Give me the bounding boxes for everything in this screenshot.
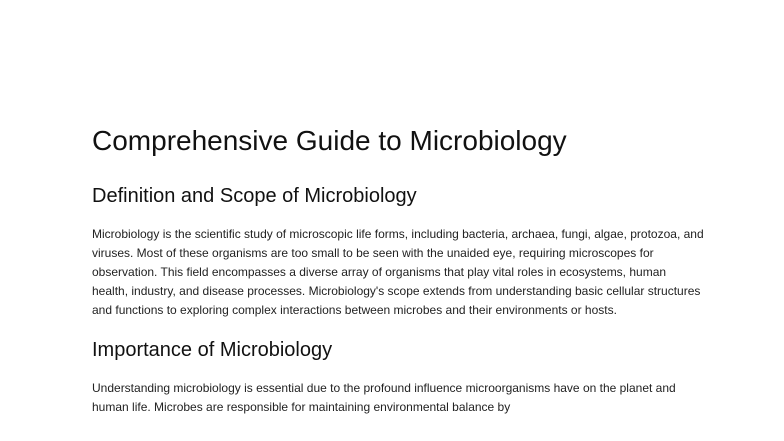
section-paragraph-definition-scope: Microbiology is the scientific study of microscopic life forms, including bacteria, archaea, fungi, algae, protozoa, and viruses. Most of these organisms are too small to be seen with the unaided eye, requiring microscopes for observation. This field encompasses a diverse array of organisms that play vital roles in ecosystems, human health, industry, and disease processes. Microbiology's scope extends from understanding basic cellular structures and functions to exploring complex interactions between microbes and their environments or hosts. — [92, 227, 704, 317]
section-heading-importance: Importance of Microbiology — [92, 339, 333, 361]
section-paragraph-importance: Understanding microbiology is essential due to the profound influence microorganisms have on the planet and human life. Microbes are responsible for maintaining environmental balance by — [92, 381, 676, 414]
document-content — [92, 125, 704, 417]
section-heading-definition-scope: Definition and Scope of Microbiology — [92, 185, 417, 207]
document-title: Comprehensive Guide to Microbiology — [92, 125, 567, 156]
